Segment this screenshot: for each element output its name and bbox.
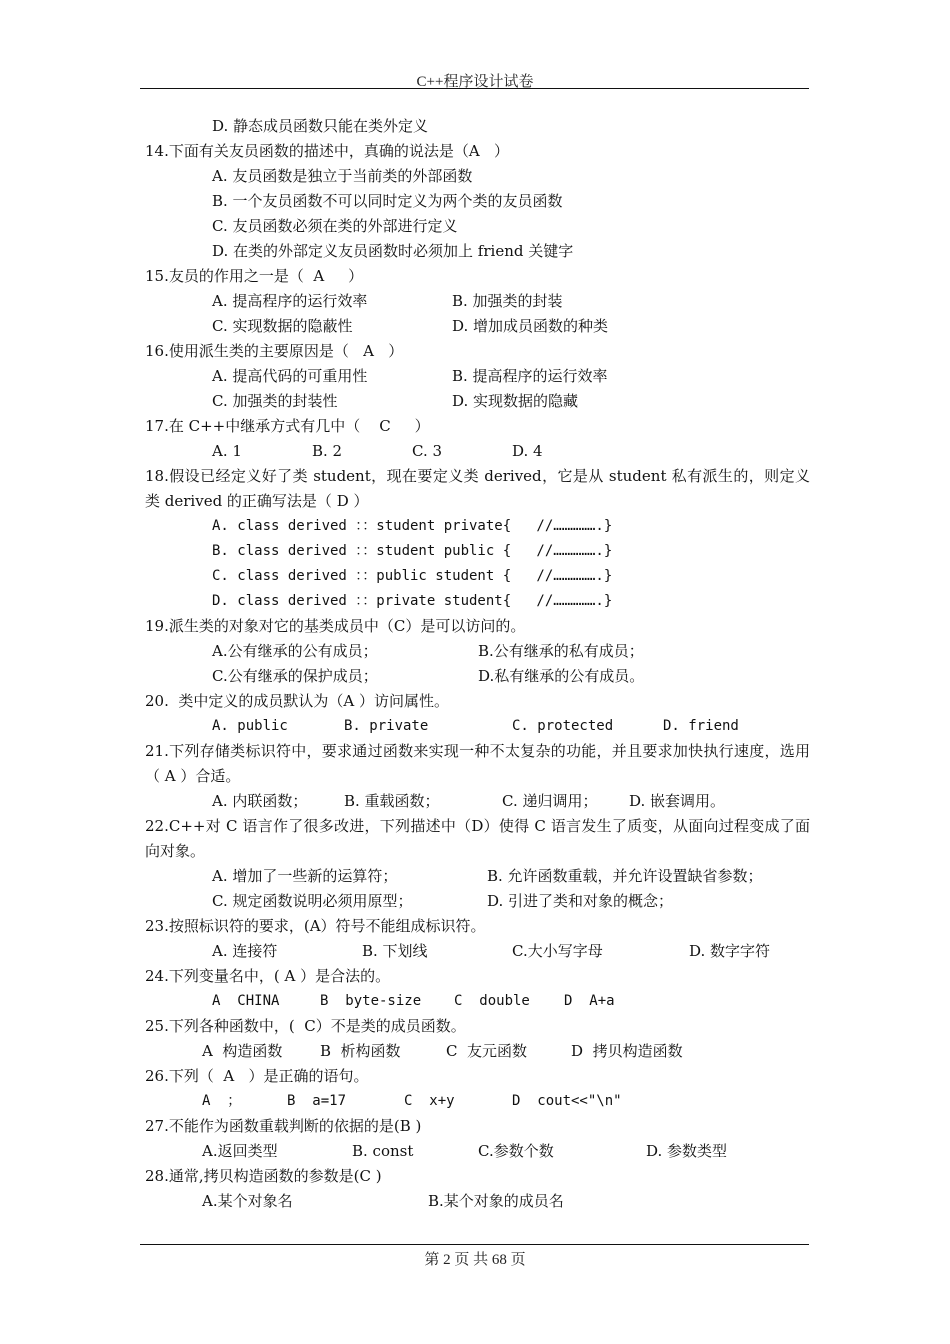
option-line: B. 一个友员函数不可以同时定义为两个类的友员函数 — [212, 192, 563, 210]
option: A. 增加了一些新的运算符； — [212, 867, 398, 885]
option: A. 内联函数； — [212, 792, 308, 810]
option-row — [145, 1089, 810, 1114]
option-line: D. class derived ：：private student{ //…………….} — [212, 593, 613, 609]
option: D A+a — [564, 993, 615, 1009]
option: D cout<<"\n" — [512, 1093, 622, 1109]
page-number-footer: 第 2 页 共 68 页 — [424, 1252, 526, 1268]
option: C. 规定函数说明必须用原型； — [212, 892, 413, 910]
option: D. 嵌套调用。 — [629, 792, 726, 810]
question-17: 17.在 C++中继承方式有几中（ C ） — [145, 417, 430, 435]
option: A.公有继承的公有成员； — [212, 642, 378, 660]
option: B. private — [344, 718, 429, 734]
option: B. 下划线 — [362, 942, 428, 960]
option: C. 3 — [412, 442, 443, 460]
option: C.公有继承的保护成员； — [212, 667, 378, 685]
option-line: A. 友员函数是独立于当前类的外部函数 — [212, 167, 473, 185]
option-row — [145, 314, 810, 339]
question-16: 16.使用派生类的主要原因是（ A ） — [145, 342, 404, 360]
option: C.大小写字母 — [512, 942, 603, 960]
question-list — [145, 114, 810, 1214]
option: D.私有继承的公有成员。 — [478, 667, 645, 685]
question-23: 23.按照标识符的要求，(A）符号不能组成标识符。 — [145, 917, 486, 935]
option-row — [145, 639, 810, 664]
question-21: 21.下列存储类标识符中，要求通过函数来实现一种不太复杂的功能，并且要求加快执行速度，选用（ A ）合适。 — [145, 742, 810, 785]
option: D. 引进了类和对象的概念； — [487, 892, 674, 910]
option-row — [145, 864, 810, 889]
option-line: A. class derived ：：student private{ //…………….} — [212, 518, 613, 534]
option-row — [145, 789, 810, 814]
option: A.返回类型 — [202, 1142, 278, 1160]
option: D. 4 — [512, 442, 543, 460]
option: B. 加强类的封装 — [452, 292, 563, 310]
option: B. const — [352, 1142, 414, 1160]
option: D. friend — [663, 718, 739, 734]
option-line: C. class derived ：：public student { //…………….} — [212, 568, 613, 584]
question-19: 19.派生类的对象对它的基类成员中（C）是可以访问的。 — [145, 617, 526, 635]
question-14: 14.下面有关友员函数的描述中，真确的说法是（A ） — [145, 142, 509, 160]
option: A ； — [202, 1093, 242, 1109]
option: A CHINA — [212, 993, 280, 1009]
option: D. 实现数据的隐藏 — [452, 392, 579, 410]
option: A 构造函数 — [202, 1042, 283, 1060]
option: A. 1 — [212, 442, 242, 460]
option-row — [145, 389, 810, 414]
option: B 析构函数 — [320, 1042, 401, 1060]
option: C. 递归调用； — [502, 792, 598, 810]
option: A. 提高代码的可重用性 — [212, 367, 368, 385]
option: D. 参数类型 — [646, 1142, 728, 1160]
option-row — [145, 664, 810, 689]
question-26: 26.下列（ A ）是正确的语句。 — [145, 1067, 369, 1085]
option: B. 2 — [312, 442, 343, 460]
header-rule — [140, 88, 809, 89]
option: B. 提高程序的运行效率 — [452, 367, 608, 385]
option: A. 提高程序的运行效率 — [212, 292, 368, 310]
option: D. 数字字符 — [689, 942, 771, 960]
option-line: C. 友员函数必须在类的外部进行定义 — [212, 217, 458, 235]
option-row — [145, 714, 810, 739]
option: C.参数个数 — [478, 1142, 554, 1160]
option: C 友元函数 — [446, 1042, 528, 1060]
option-line: B. class derived ：：student public { //…………….} — [212, 543, 613, 559]
option-row — [145, 1139, 810, 1164]
option: A. 连接符 — [212, 942, 278, 960]
option-line: D. 在类的外部定义友员函数时必须加上 friend 关键字 — [212, 242, 574, 260]
option: C. 加强类的封装性 — [212, 392, 338, 410]
option: A.某个对象名 — [202, 1192, 293, 1210]
question-22: 22.C++对 C 语言作了很多改进，下列描述中（D）使得 C 语言发生了质变，从面向过程变成了面向对象。 — [145, 817, 810, 860]
option-row — [145, 939, 810, 964]
option: B. 重载函数； — [344, 792, 440, 810]
question-15: 15.友员的作用之一是（ A ） — [145, 267, 364, 285]
option: D. 增加成员函数的种类 — [452, 317, 609, 335]
question-24: 24.下列变量名中，( A ）是合法的。 — [145, 967, 391, 985]
footer-rule — [140, 1244, 809, 1245]
option-row — [145, 289, 810, 314]
question-28: 28.通常,拷贝构造函数的参数是(C ) — [145, 1167, 382, 1185]
question-20: 20. 类中定义的成员默认为（A ）访问属性。 — [145, 692, 449, 710]
option-row — [145, 1189, 810, 1214]
option-row — [145, 439, 810, 464]
option-row — [145, 364, 810, 389]
question-18: 18.假设已经定义好了类 student，现在要定义类 derived，它是从 student 私有派生的，则定义类 derived 的正确写法是（ D ） — [145, 467, 810, 510]
option-line: D. 静态成员函数只能在类外定义 — [212, 117, 429, 135]
option: B byte-size — [320, 993, 422, 1009]
option: C. 实现数据的隐蔽性 — [212, 317, 353, 335]
option: B.某个对象的成员名 — [428, 1192, 564, 1210]
question-25: 25.下列各种函数中，( C）不是类的成员函数。 — [145, 1017, 466, 1035]
question-27: 27.不能作为函数重载判断的依据的是(B ) — [145, 1117, 422, 1135]
option: C. protected — [512, 718, 614, 734]
option-row — [145, 889, 810, 914]
page-header-title: C++程序设计试卷 — [416, 74, 534, 90]
option: B. 允许函数重载，并允许设置缺省参数； — [487, 867, 763, 885]
option: B a=17 — [287, 1093, 347, 1109]
option-row — [145, 1039, 810, 1064]
option: C double — [454, 993, 530, 1009]
option: B.公有继承的私有成员； — [478, 642, 644, 660]
option-row — [145, 989, 810, 1014]
option: A. public — [212, 718, 288, 734]
option: C x+y — [404, 1093, 455, 1109]
option: D 拷贝构造函数 — [571, 1042, 683, 1060]
